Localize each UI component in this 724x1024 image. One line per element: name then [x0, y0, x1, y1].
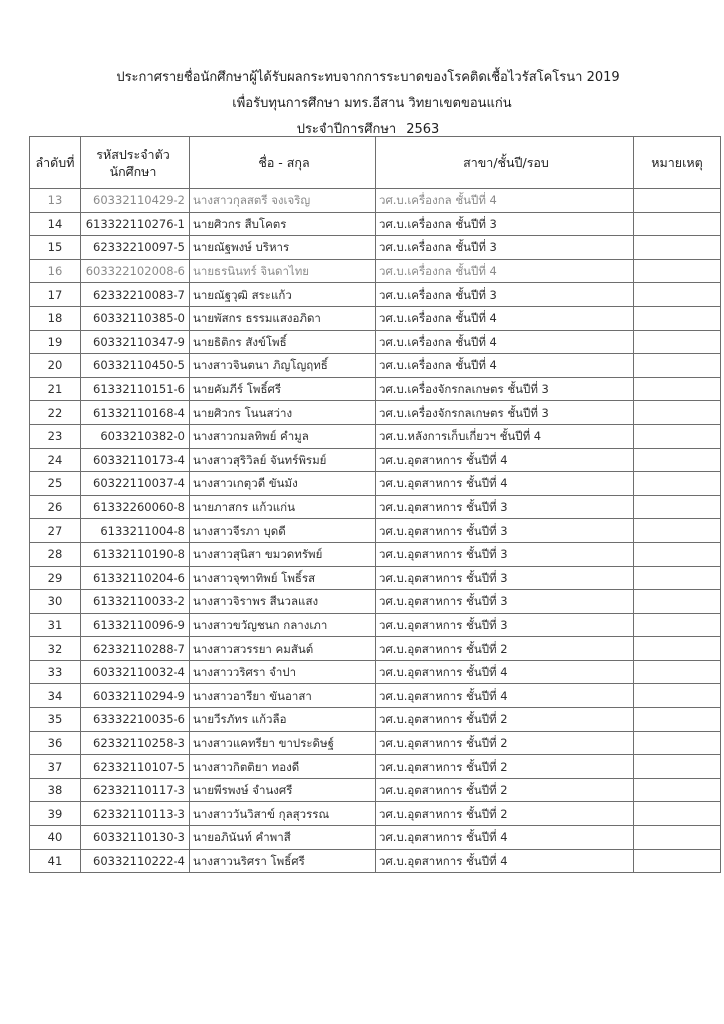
- cell-no: 17: [30, 283, 81, 307]
- table-row: [30, 377, 721, 401]
- cell-no: 32: [30, 637, 81, 661]
- cell-name: นางสาววริศรา จำปา: [190, 660, 376, 684]
- cell-student-id: 61332110204-6: [81, 566, 190, 590]
- cell-major: วศ.บ.เครื่องกล ชั้นปีที่ 4: [376, 259, 634, 283]
- cell-major: วศ.บ.อุตสาหการ ชั้นปีที่ 2: [376, 755, 634, 779]
- cell-note: [634, 590, 721, 614]
- column-header-name: ชื่อ - สกุล: [190, 137, 376, 189]
- cell-note: [634, 212, 721, 236]
- table-row: [30, 637, 721, 661]
- cell-major: วศ.บ.อุตสาหการ ชั้นปีที่ 3: [376, 519, 634, 543]
- cell-major: วศ.บ.อุตสาหการ ชั้นปีที่ 3: [376, 495, 634, 519]
- cell-name: นางสาวจิราพร สีนวลแสง: [190, 590, 376, 614]
- cell-no: 25: [30, 472, 81, 496]
- table-row: [30, 424, 721, 448]
- cell-student-id: 60332110173-4: [81, 448, 190, 472]
- cell-student-id: 62332210083-7: [81, 283, 190, 307]
- cell-note: [634, 731, 721, 755]
- cell-student-id: 62332110288-7: [81, 637, 190, 661]
- cell-no: 30: [30, 590, 81, 614]
- cell-note: [634, 802, 721, 826]
- cell-student-id: 60332110294-9: [81, 684, 190, 708]
- cell-student-id: 63332210035-6: [81, 708, 190, 732]
- table-row: [30, 495, 721, 519]
- cell-no: 31: [30, 613, 81, 637]
- cell-student-id: 60332110429-2: [81, 189, 190, 213]
- cell-major: วศ.บ.เครื่องจักรกลเกษตร ชั้นปีที่ 3: [376, 377, 634, 401]
- cell-name: นายณัฐวุฒิ สระแก้ว: [190, 283, 376, 307]
- table-row: [30, 849, 721, 873]
- cell-student-id: 613322110276-1: [81, 212, 190, 236]
- cell-student-id: 60332110032-4: [81, 660, 190, 684]
- cell-major: วศ.บ.เครื่องกล ชั้นปีที่ 3: [376, 236, 634, 260]
- table-row: [30, 401, 721, 425]
- cell-major: วศ.บ.อุตสาหการ ชั้นปีที่ 4: [376, 472, 634, 496]
- cell-no: 15: [30, 236, 81, 260]
- cell-note: [634, 283, 721, 307]
- column-header-student-id: [81, 137, 190, 189]
- cell-no: 38: [30, 778, 81, 802]
- table-row: [30, 236, 721, 260]
- table-row: [30, 189, 721, 213]
- cell-name: นางสาวสวรรยา คมสันต์: [190, 637, 376, 661]
- cell-note: [634, 708, 721, 732]
- table-header-row: [30, 137, 721, 189]
- cell-note: [634, 542, 721, 566]
- cell-note: [634, 778, 721, 802]
- document-subtitle: เพื่อรับทุนการศึกษา มทร.อีสาน วิทยาเขตขอนแก่น: [232, 96, 512, 111]
- cell-student-id: 62332110107-5: [81, 755, 190, 779]
- academic-year-label: ประจำปีการศึกษา: [296, 122, 397, 137]
- cell-major: วศ.บ.อุตสาหการ ชั้นปีที่ 2: [376, 731, 634, 755]
- cell-major: วศ.บ.เครื่องกล ชั้นปีที่ 4: [376, 330, 634, 354]
- cell-note: [634, 330, 721, 354]
- cell-name: นายศิวกร สืบโคตร: [190, 212, 376, 236]
- cell-no: 35: [30, 708, 81, 732]
- cell-student-id: 61332260060-8: [81, 495, 190, 519]
- cell-name: นางสาวแคทรียา ขาประดิษฐ์: [190, 731, 376, 755]
- cell-major: วศ.บ.เครื่องกล ชั้นปีที่ 3: [376, 283, 634, 307]
- cell-note: [634, 637, 721, 661]
- cell-major: วศ.บ.อุตสาหการ ชั้นปีที่ 3: [376, 566, 634, 590]
- table-row: [30, 684, 721, 708]
- cell-student-id: 60332110385-0: [81, 306, 190, 330]
- cell-note: [634, 401, 721, 425]
- cell-name: นายธรนินทร์ จินดาไทย: [190, 259, 376, 283]
- cell-no: 27: [30, 519, 81, 543]
- cell-student-id: 61332110168-4: [81, 401, 190, 425]
- cell-student-id: 60332110130-3: [81, 826, 190, 850]
- cell-note: [634, 755, 721, 779]
- table-row: [30, 660, 721, 684]
- cell-major: วศ.บ.เครื่องกล ชั้นปีที่ 4: [376, 306, 634, 330]
- cell-note: [634, 472, 721, 496]
- table-body: [30, 189, 721, 873]
- table-row: [30, 448, 721, 472]
- cell-no: 34: [30, 684, 81, 708]
- table-row: [30, 566, 721, 590]
- cell-student-id: 603322102008-6: [81, 259, 190, 283]
- cell-student-id: 6033210382-0: [81, 424, 190, 448]
- cell-student-id: 61332110033-2: [81, 590, 190, 614]
- column-header-student-id-line2: นักศึกษา: [109, 163, 157, 179]
- cell-no: 26: [30, 495, 81, 519]
- cell-no: 18: [30, 306, 81, 330]
- cell-note: [634, 354, 721, 378]
- cell-name: นางสาวกิตติยา ทองดี: [190, 755, 376, 779]
- cell-major: วศ.บ.อุตสาหการ ชั้นปีที่ 4: [376, 849, 634, 873]
- cell-name: นางสาวกุลสตรี จงเจริญ: [190, 189, 376, 213]
- cell-student-id: 62332210097-5: [81, 236, 190, 260]
- table-row: [30, 330, 721, 354]
- cell-note: [634, 259, 721, 283]
- cell-name: นายพัสกร ธรรมแสงอภิดา: [190, 306, 376, 330]
- cell-note: [634, 660, 721, 684]
- table-row: [30, 755, 721, 779]
- cell-note: [634, 495, 721, 519]
- cell-name: นางสาวสุนิสา ขมวดทรัพย์: [190, 542, 376, 566]
- cell-name: นางสาววันวิสาข์ กุลสุวรรณ: [190, 802, 376, 826]
- cell-no: 29: [30, 566, 81, 590]
- cell-major: วศ.บ.อุตสาหการ ชั้นปีที่ 2: [376, 708, 634, 732]
- table-row: [30, 708, 721, 732]
- cell-no: 13: [30, 189, 81, 213]
- cell-name: นางสาวจุฑาทิพย์ โพธิ์รส: [190, 566, 376, 590]
- cell-major: วศ.บ.อุตสาหการ ชั้นปีที่ 3: [376, 613, 634, 637]
- academic-year-value: 2563: [406, 122, 440, 137]
- cell-major: วศ.บ.เครื่องจักรกลเกษตร ชั้นปีที่ 3: [376, 401, 634, 425]
- column-header-student-id-line1: รหัสประจำตัว: [96, 146, 170, 162]
- cell-note: [634, 519, 721, 543]
- cell-no: 20: [30, 354, 81, 378]
- table-row: [30, 590, 721, 614]
- cell-major: วศ.บ.หลังการเก็บเกี่ยวฯ ชั้นปีที่ 4: [376, 424, 634, 448]
- document-title: ประกาศรายชื่อนักศึกษาผู้ได้รับผลกระทบจากการระบาดของโรคติดเชื้อไวรัสโคโรนา 2019: [116, 70, 620, 85]
- cell-name: นางสาวกมลทิพย์ คำมูล: [190, 424, 376, 448]
- cell-no: 37: [30, 755, 81, 779]
- table-row: [30, 306, 721, 330]
- cell-no: 23: [30, 424, 81, 448]
- cell-name: นายธิติกร สังข์โพธิ์: [190, 330, 376, 354]
- table-row: [30, 542, 721, 566]
- cell-note: [634, 448, 721, 472]
- cell-note: [634, 849, 721, 873]
- cell-note: [634, 306, 721, 330]
- student-roster-table: [29, 136, 721, 873]
- table-row: [30, 259, 721, 283]
- cell-name: นางสาวอารียา ขันอาสา: [190, 684, 376, 708]
- cell-no: 28: [30, 542, 81, 566]
- cell-note: [634, 684, 721, 708]
- table-row: [30, 731, 721, 755]
- cell-major: วศ.บ.อุตสาหการ ชั้นปีที่ 3: [376, 590, 634, 614]
- column-header-note: หมายเหตุ: [634, 137, 721, 189]
- cell-no: 24: [30, 448, 81, 472]
- cell-note: [634, 189, 721, 213]
- cell-student-id: 60332110347-9: [81, 330, 190, 354]
- column-header-major: สาขา/ชั้นปี/รอบ: [376, 137, 634, 189]
- cell-name: นายพีรพงษ์ จำนงศรี: [190, 778, 376, 802]
- column-header-no: ลำดับที่: [30, 137, 81, 189]
- cell-student-id: 6133211004-8: [81, 519, 190, 543]
- table-row: [30, 613, 721, 637]
- cell-no: 14: [30, 212, 81, 236]
- cell-no: 36: [30, 731, 81, 755]
- table-row: [30, 283, 721, 307]
- cell-name: นางสาวขวัญชนก กลางเภา: [190, 613, 376, 637]
- cell-name: นายศิวกร โนนสว่าง: [190, 401, 376, 425]
- cell-student-id: 61332110096-9: [81, 613, 190, 637]
- cell-student-id: 62332110113-3: [81, 802, 190, 826]
- table-row: [30, 212, 721, 236]
- cell-major: วศ.บ.อุตสาหการ ชั้นปีที่ 4: [376, 826, 634, 850]
- cell-name: นางสาวนริศรา โพธิ์ศรี: [190, 849, 376, 873]
- cell-no: 16: [30, 259, 81, 283]
- cell-no: 41: [30, 849, 81, 873]
- cell-student-id: 60332110222-4: [81, 849, 190, 873]
- cell-name: นายคัมภีร์ โพธิ์ศรี: [190, 377, 376, 401]
- cell-major: วศ.บ.เครื่องกล ชั้นปีที่ 4: [376, 189, 634, 213]
- cell-major: วศ.บ.อุตสาหการ ชั้นปีที่ 3: [376, 542, 634, 566]
- cell-major: วศ.บ.อุตสาหการ ชั้นปีที่ 4: [376, 448, 634, 472]
- cell-no: 19: [30, 330, 81, 354]
- cell-no: 21: [30, 377, 81, 401]
- cell-name: นายณัฐพงษ์ บริหาร: [190, 236, 376, 260]
- cell-no: 40: [30, 826, 81, 850]
- cell-student-id: 62332110258-3: [81, 731, 190, 755]
- cell-student-id: 62332110117-3: [81, 778, 190, 802]
- cell-note: [634, 566, 721, 590]
- cell-major: วศ.บ.อุตสาหการ ชั้นปีที่ 2: [376, 802, 634, 826]
- table-row: [30, 802, 721, 826]
- cell-name: นางสาวจีรภา บุดดี: [190, 519, 376, 543]
- cell-name: นายอภินันท์ คำพาสี: [190, 826, 376, 850]
- cell-major: วศ.บ.อุตสาหการ ชั้นปีที่ 4: [376, 660, 634, 684]
- table-row: [30, 472, 721, 496]
- cell-name: นางสาวสุริวิลย์ จันทร์พิรมย์: [190, 448, 376, 472]
- cell-name: นายภาสกร แก้วแก่น: [190, 495, 376, 519]
- cell-note: [634, 236, 721, 260]
- cell-note: [634, 377, 721, 401]
- cell-major: วศ.บ.อุตสาหการ ชั้นปีที่ 2: [376, 778, 634, 802]
- cell-major: วศ.บ.เครื่องกล ชั้นปีที่ 3: [376, 212, 634, 236]
- cell-student-id: 61332110151-6: [81, 377, 190, 401]
- table-row: [30, 778, 721, 802]
- cell-student-id: 60332110450-5: [81, 354, 190, 378]
- cell-major: วศ.บ.เครื่องกล ชั้นปีที่ 4: [376, 354, 634, 378]
- cell-note: [634, 613, 721, 637]
- table-row: [30, 519, 721, 543]
- cell-name: นายวีรภัทร แก้วลือ: [190, 708, 376, 732]
- table-row: [30, 826, 721, 850]
- cell-name: นางสาวจินตนา ภิญโญฤทธิ์: [190, 354, 376, 378]
- cell-student-id: 61332110190-8: [81, 542, 190, 566]
- cell-student-id: 60322110037-4: [81, 472, 190, 496]
- cell-no: 39: [30, 802, 81, 826]
- table-row: [30, 354, 721, 378]
- cell-major: วศ.บ.อุตสาหการ ชั้นปีที่ 2: [376, 637, 634, 661]
- cell-note: [634, 424, 721, 448]
- cell-note: [634, 826, 721, 850]
- cell-no: 33: [30, 660, 81, 684]
- cell-major: วศ.บ.อุตสาหการ ชั้นปีที่ 4: [376, 684, 634, 708]
- cell-name: นางสาวเกตุวดี ขันมัง: [190, 472, 376, 496]
- cell-no: 22: [30, 401, 81, 425]
